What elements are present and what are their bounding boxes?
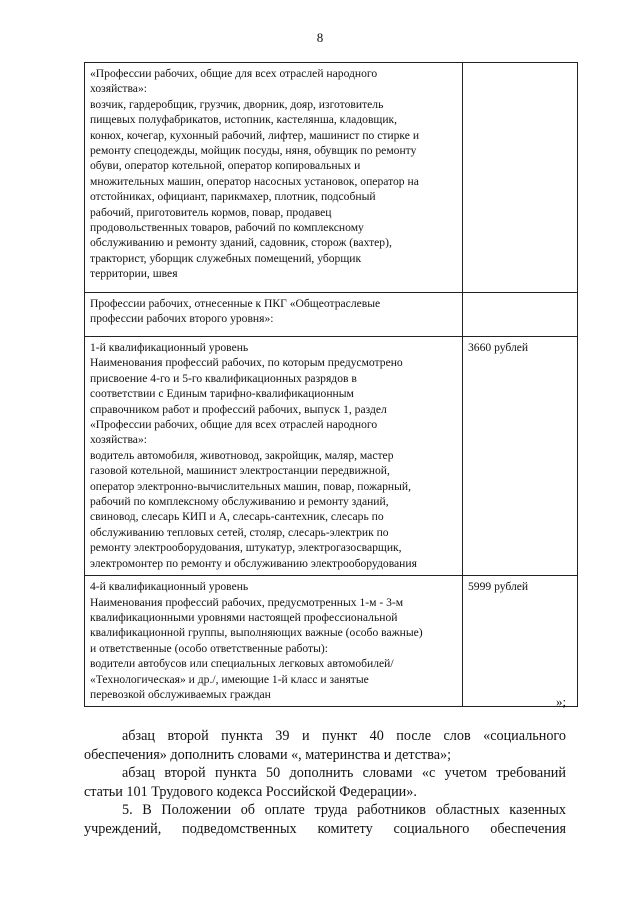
- description-line: обслуживанию и ремонту зданий, садовник, сторож (вахтер),: [90, 236, 392, 250]
- description-line: и ответственные (особо ответственные работы):: [90, 641, 328, 655]
- description-line: возчик, гардеробщик, грузчик, дворник, дояр, изготовитель: [90, 97, 384, 111]
- description-line: Наименования профессий рабочих, предусмотренных 1-м - 3-м: [90, 595, 404, 609]
- description-line: ремонту электрооборудования, штукатур, электрогазосварщик,: [90, 541, 402, 555]
- description-line: присвоение 4-го и 5-го квалификационных разрядов в: [90, 371, 357, 385]
- description-line: 1-й квалификационный уровень: [90, 341, 249, 354]
- description-line: квалификационными уровнями настоящей профессиональной: [90, 610, 398, 624]
- description-line: территории, швея: [90, 267, 178, 281]
- table-row: [85, 293, 578, 337]
- salary-table: [84, 62, 578, 707]
- paragraph-line: 5. В Положении об оплате труда работников областных казенных: [122, 802, 566, 818]
- profession-description-cell: [85, 63, 463, 293]
- description-line: электромонтер по ремонту и обслуживанию электрооборудования: [90, 556, 417, 570]
- description-line: газовой котельной, машинист электростанции передвижной,: [90, 464, 390, 478]
- description-line: водитель автомобиля, животновод, закройщик, маляр, мастер: [90, 448, 394, 462]
- profession-group-cell: [85, 293, 463, 337]
- paragraph-item-5: [84, 801, 566, 838]
- paragraph-line: абзац второй пункта 50 дополнить словами «с учетом требований: [122, 765, 566, 781]
- salary-cell: 3660 рублей: [463, 337, 578, 576]
- paragraph-line: абзац второй пункта 39 и пункт 40 после слов «социального: [122, 728, 566, 744]
- description-line: свиновод, слесарь КИП и А, слесарь-сантехник, слесарь по: [90, 510, 384, 524]
- paragraph-amendment-39-40: [84, 727, 566, 764]
- salary-cell: 5999 рублей: [463, 576, 578, 707]
- description-line: рабочий по комплексному обслуживанию и ремонту зданий,: [90, 495, 389, 509]
- description-line: Наименования профессий рабочих, по которым предусмотрено: [90, 356, 403, 370]
- description-line: пищевых полуфабрикатов, истопник, кастелянша, кладовщик,: [90, 113, 398, 127]
- description-line: 4-й квалификационный уровень: [90, 580, 249, 594]
- page-number: 8: [316, 30, 324, 45]
- description-line: обслуживанию тепловых сетей, столяр, слесарь-электрик по: [90, 525, 389, 539]
- table-row: [85, 63, 578, 293]
- description-line: «Технологическая» и др./, имеющие 1-й класс и занятые: [90, 672, 369, 686]
- salary-cell: [463, 293, 578, 337]
- description-line: справочником работ и профессий рабочих, выпуск 1, раздел: [90, 402, 387, 416]
- description-line: хозяйства»:: [90, 433, 147, 447]
- qualification-level-cell: [85, 576, 463, 707]
- closing-quote: »;: [556, 694, 567, 709]
- paragraph-line: статьи 101 Трудового кодекса Российской Федерации».: [84, 783, 417, 800]
- description-line: хозяйства»:: [90, 82, 147, 96]
- table-row: [85, 337, 578, 576]
- description-line: «Профессии рабочих, общие для всех отраслей народного: [90, 67, 378, 80]
- description-line: ремонту спецодежды, мойщик посуды, няня, обувщик по ремонту: [90, 144, 417, 158]
- qualification-level-cell: [85, 337, 463, 576]
- description-line: множительных машин, оператор насосных установок, оператор на: [90, 174, 419, 188]
- paragraph-line: учреждений, подведомственных комитету социального обеспечения: [84, 820, 566, 837]
- description-line: профессии рабочих второго уровня»:: [90, 312, 274, 326]
- description-line: перевозкой обслуживаемых граждан: [90, 687, 271, 701]
- paragraph-amendment-50: [84, 764, 566, 801]
- description-line: обуви, оператор котельной, оператор копировальных и: [90, 159, 361, 173]
- description-line: рабочий, приготовитель кормов, повар, продавец: [90, 205, 332, 219]
- salary-cell: [463, 63, 578, 293]
- description-line: «Профессии рабочих, общие для всех отраслей народного: [90, 418, 378, 432]
- table-row: [85, 576, 578, 707]
- description-line: тракторист, уборщик служебных помещений, уборщик: [90, 251, 362, 265]
- description-line: продовольственных товаров, рабочий по комплексному: [90, 221, 364, 235]
- description-line: Профессии рабочих, отнесенные к ПКГ «Общеотраслевые: [90, 297, 381, 310]
- description-line: водители автобусов или специальных легковых автомобилей/: [90, 657, 394, 671]
- description-line: соответствии с Единым тарифно-квалификационным: [90, 387, 354, 401]
- paragraph-line: обеспечения» дополнить словами «, материнства и детства»;: [84, 746, 452, 763]
- description-line: оператор электронно-вычислительных машин, повар, пожарный,: [90, 479, 412, 493]
- description-line: отстойниках, официант, парикмахер, плотник, подсобный: [90, 190, 376, 204]
- description-line: конюх, кочегар, кухонный рабочий, лифтер, машинист по стирке и: [90, 128, 420, 142]
- description-line: квалификационной группы, выполняющих важные (особо важные): [90, 626, 423, 640]
